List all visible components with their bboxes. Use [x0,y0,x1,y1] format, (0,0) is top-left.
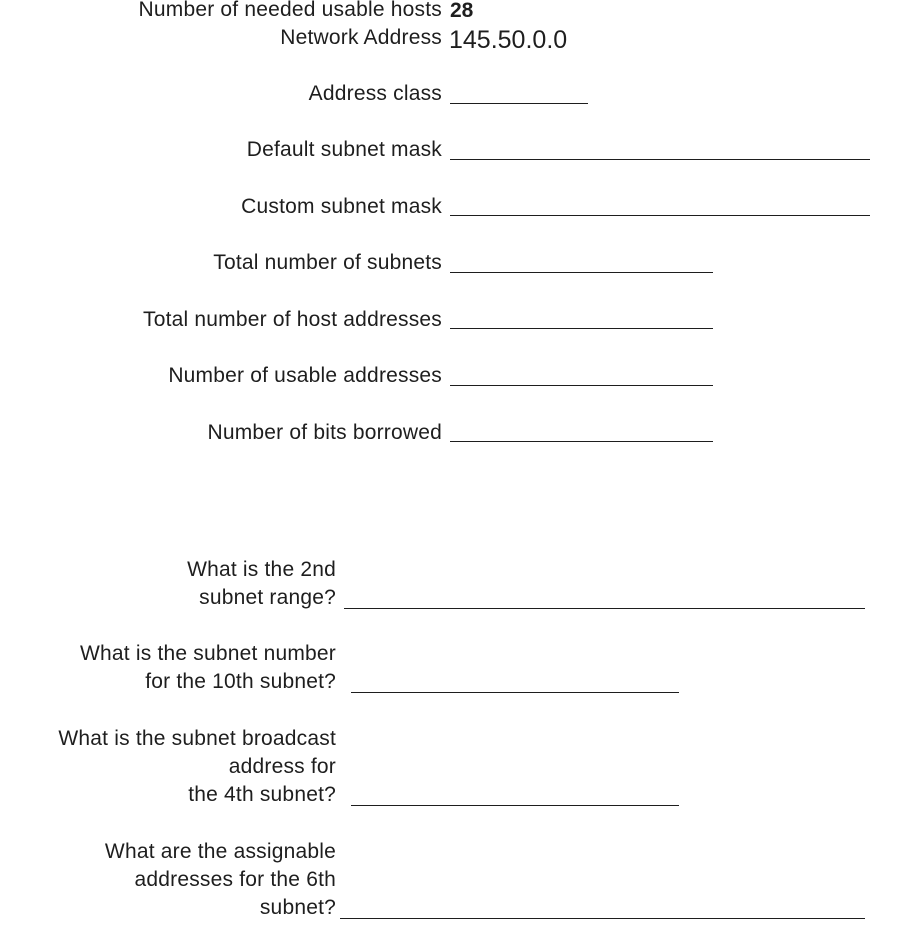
4th-subnet-broadcast-answer-line[interactable] [351,805,679,806]
total-subnets-answer-line[interactable] [450,272,713,273]
question-10th-subnet-number [80,640,336,696]
question-line: subnet? [259,896,336,919]
question-line: address for [228,755,336,778]
address-class-label: Address class [308,82,442,105]
usable-addresses-answer-line[interactable] [450,385,713,386]
total-host-addresses-answer-line[interactable] [450,328,713,329]
bits-borrowed-label: Number of bits borrowed [207,421,442,444]
question-6th-subnet-assignable [105,838,336,922]
network-address-label: Network Address [280,26,442,49]
address-class-answer-line[interactable] [450,103,588,104]
default-subnet-mask-label: Default subnet mask [246,138,442,161]
usable-addresses-label: Number of usable addresses [168,364,442,387]
10th-subnet-number-answer-line[interactable] [351,692,679,693]
question-line: addresses for the 6th [134,868,336,891]
question-line: subnet range? [199,586,336,609]
2nd-subnet-range-answer-line[interactable] [344,608,865,609]
question-line: What is the subnet broadcast [58,727,336,750]
custom-subnet-mask-answer-line[interactable] [450,215,870,216]
hosts-label: Number of needed usable hosts [138,0,442,21]
total-subnets-label: Total number of subnets [213,251,442,274]
question-4th-subnet-broadcast [58,725,336,809]
network-address-value: 145.50.0.0 [449,26,568,54]
question-line: What is the 2nd [187,558,336,581]
question-line: the 4th subnet? [188,783,336,806]
question-line: What is the subnet number [80,642,336,665]
custom-subnet-mask-label: Custom subnet mask [241,195,442,218]
question-line: for the 10th subnet? [145,670,336,693]
hosts-value: 28 [450,0,474,22]
default-subnet-mask-answer-line[interactable] [450,159,870,160]
question-line: What are the assignable [104,840,336,863]
question-2nd-subnet-range [187,556,336,612]
6th-subnet-assignable-answer-line[interactable] [340,918,865,919]
total-host-addresses-label: Total number of host addresses [143,308,442,331]
bits-borrowed-answer-line[interactable] [450,441,713,442]
